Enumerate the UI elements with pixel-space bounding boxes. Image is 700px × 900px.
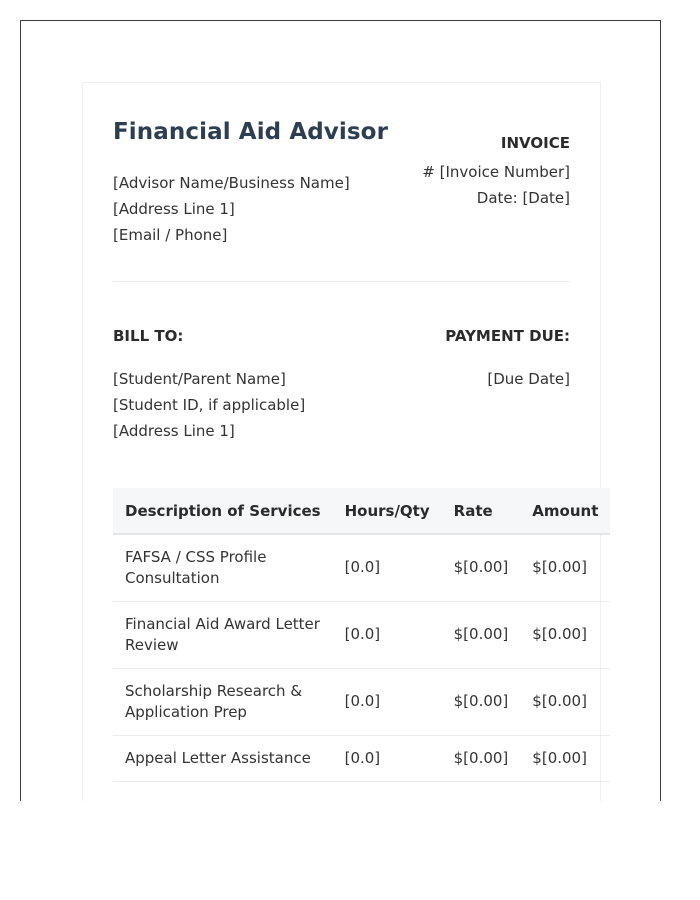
row-amount: $[0.00] <box>520 668 610 735</box>
invoice-meta <box>422 133 570 211</box>
table-row <box>113 735 610 781</box>
header-rate: Rate <box>442 488 521 534</box>
advisor-contact: [Email / Phone] <box>113 226 228 244</box>
row-rate: $[0.00] <box>442 534 521 601</box>
row-rate: $[0.00] <box>442 601 521 668</box>
invoice-number: # [Invoice Number] <box>422 163 570 181</box>
invoice-date: Date: [Date] <box>476 189 570 207</box>
row-description: FAFSA / CSS Profile Consultation <box>113 534 333 601</box>
row-qty: [0.0] <box>333 534 442 601</box>
row-qty: [0.0] <box>333 735 442 781</box>
header-hours-qty: Hours/Qty <box>333 488 442 534</box>
invoice-label: INVOICE <box>500 134 570 152</box>
row-rate: $[0.00] <box>442 735 521 781</box>
row-qty: [0.0] <box>333 601 442 668</box>
invoice-header <box>113 83 570 282</box>
advisor-title: Financial Aid Advisor <box>113 119 389 145</box>
payment-due-heading: PAYMENT DUE: <box>445 327 570 345</box>
row-qty: [0.0] <box>333 668 442 735</box>
services-table <box>113 488 610 782</box>
row-description: Scholarship Research & Application Prep <box>113 668 333 735</box>
row-amount: $[0.00] <box>520 735 610 781</box>
table-row <box>113 668 610 735</box>
advisor-info <box>113 170 350 248</box>
bill-to-info <box>113 366 305 444</box>
bill-to-student-id: [Student ID, if applicable] <box>113 396 306 414</box>
bill-to-name: [Student/Parent Name] <box>113 370 286 388</box>
document-viewport[interactable] <box>20 20 661 801</box>
header-description: Description of Services <box>113 488 333 534</box>
table-row <box>113 534 610 601</box>
invoice-document <box>82 82 601 801</box>
table-row <box>113 601 610 668</box>
bill-to-heading: BILL TO: <box>113 327 184 345</box>
row-description: Financial Aid Award Letter Review <box>113 601 333 668</box>
header-amount: Amount <box>520 488 610 534</box>
payment-due-date: [Due Date] <box>487 370 570 388</box>
row-amount: $[0.00] <box>520 601 610 668</box>
table-header-row <box>113 488 610 534</box>
row-rate: $[0.00] <box>442 668 521 735</box>
row-description: Appeal Letter Assistance <box>113 735 333 781</box>
bill-to-address: [Address Line 1] <box>113 422 235 440</box>
row-amount: $[0.00] <box>520 534 610 601</box>
advisor-address: [Address Line 1] <box>113 200 235 218</box>
advisor-name: [Advisor Name/Business Name] <box>113 174 350 192</box>
billing-section <box>113 282 570 488</box>
